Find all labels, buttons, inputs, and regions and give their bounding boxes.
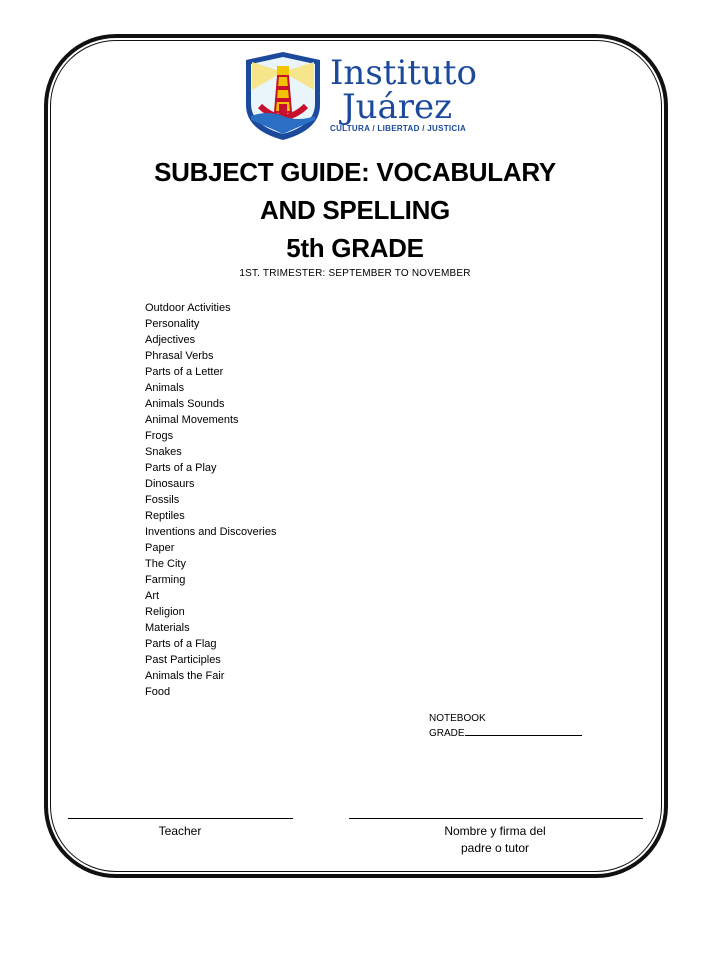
- topic-item: Materials: [145, 622, 190, 634]
- parent-signature-label-line1: Nombre y firma del: [444, 824, 546, 838]
- topic-item: Inventions and Discoveries: [145, 526, 277, 538]
- topic-item: Past Participles: [145, 654, 221, 666]
- logo-name-line1: Instituto: [330, 53, 478, 93]
- topic-item: Reptiles: [145, 510, 185, 522]
- topic-item: Fossils: [145, 494, 180, 506]
- topic-item: Frogs: [145, 430, 174, 442]
- topic-item: Animals: [145, 382, 185, 394]
- logo-tagline: CULTURA / LIBERTAD / JUSTICIA: [330, 124, 467, 133]
- topic-item: Animals Sounds: [145, 398, 225, 410]
- grade-blank-line[interactable]: [465, 725, 582, 736]
- topic-item: Adjectives: [145, 334, 196, 346]
- topic-item: Outdoor Activities: [145, 302, 231, 314]
- topic-item: Parts of a Letter: [145, 366, 224, 378]
- notebook-label: NOTEBOOK: [429, 713, 486, 724]
- topic-item: Paper: [145, 542, 175, 554]
- topic-item: The City: [145, 558, 186, 570]
- parent-signature-line[interactable]: [349, 818, 643, 819]
- page-title-grade: 5th GRADE: [286, 233, 424, 263]
- topic-item: Animals the Fair: [145, 670, 225, 682]
- topic-item: Parts of a Flag: [145, 638, 217, 650]
- school-logo: [238, 50, 478, 142]
- teacher-signature-label: Teacher: [158, 824, 202, 838]
- topic-item: Dinosaurs: [145, 478, 195, 490]
- topic-item: Religion: [145, 606, 185, 618]
- notebook-grade-block: [429, 712, 582, 740]
- topic-item: Art: [145, 590, 160, 602]
- trimester-subtitle: 1ST. TRIMESTER: SEPTEMBER TO NOVEMBER: [239, 268, 471, 279]
- topic-item: Snakes: [145, 446, 182, 458]
- topic-item: Animal Movements: [145, 414, 239, 426]
- lighthouse-shield-icon: [238, 50, 328, 142]
- topic-item: Parts of a Play: [145, 462, 217, 474]
- logo-name-line2: Juárez: [342, 87, 453, 127]
- parent-signature-label-line2: padre o tutor: [460, 841, 530, 855]
- page-title-line2: AND SPELLING: [260, 195, 450, 225]
- grade-field[interactable]: [429, 725, 582, 740]
- topic-item: Farming: [145, 574, 186, 586]
- grade-label: GRADE: [429, 728, 465, 739]
- page-title-line1: SUBJECT GUIDE: VOCABULARY: [154, 157, 556, 187]
- topic-item: Personality: [145, 318, 200, 330]
- topic-list: [145, 300, 276, 700]
- teacher-signature-line[interactable]: [68, 818, 293, 819]
- topic-item: Food: [145, 686, 171, 698]
- topic-item: Phrasal Verbs: [145, 350, 214, 362]
